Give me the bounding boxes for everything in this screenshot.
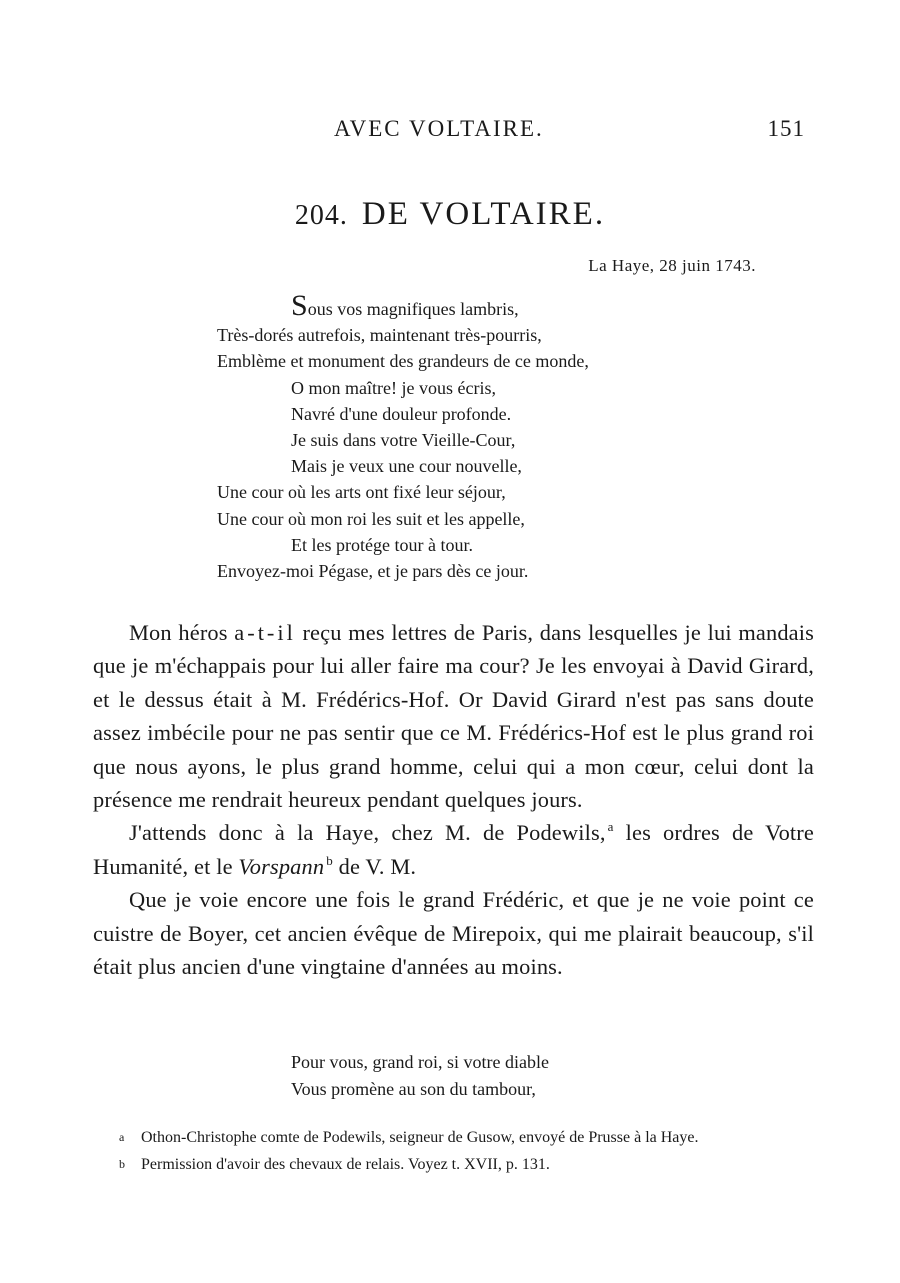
letter-body [93, 616, 814, 983]
dateline: La Haye, 28 juin 1743. [588, 256, 756, 275]
footnote [119, 1124, 819, 1151]
poem-line: Très-dorés autrefois, maintenant très-pourris, [217, 325, 542, 346]
poem-line: O mon maître! je vous écris, [291, 377, 496, 398]
drop-cap: S [291, 289, 308, 322]
footnote-text: Othon-Christophe comte de Podewils, seigneur de Gusow, envoyé de Prusse à la Haye. [141, 1129, 699, 1146]
running-title: AVEC VOLTAIRE. [334, 116, 544, 141]
poem-line: Envoyez-moi Pégase, et je pars dès ce jour. [217, 561, 529, 582]
poem-line: Emblème et monument des grandeurs de ce monde, [217, 351, 589, 372]
poem-line: Et les protége tour à tour. [291, 534, 473, 555]
running-head [0, 116, 900, 150]
poem-line: Je suis dans votre Vieille-Cour, [291, 430, 516, 451]
letter-heading [0, 196, 900, 233]
poem-line: Mais je veux une cour nouvelle, [291, 456, 522, 477]
opening-poem [217, 289, 737, 584]
footnote-mark: a [119, 1130, 125, 1144]
footnote-text: Permission d'avoir des chevaux de relais. Voyez t. XVII, p. 131. [141, 1156, 550, 1173]
letter-number: 204. [294, 200, 348, 231]
body-paragraph: Que je voie encore une fois le grand Frédéric, et que je ne voie point ce cuistre de Boyer, cet ancien évêque de Mirepoix, qui me plairait beaucoup, s'il était plus ancien d'une vingtaine d'années au moins. [93, 887, 814, 980]
poem-line: Pour vous, grand roi, si votre diable [291, 1052, 549, 1072]
letter-title: DE VOLTAIRE. [361, 196, 606, 232]
footnote-ref: a [607, 819, 614, 835]
closing-verse [291, 1049, 549, 1102]
footnote-mark: b [119, 1157, 125, 1171]
body-paragraph: Mon héros a-t-il reçu mes lettres de Paris, dans lesquelles je lui mandais que je m'échappais pour lui aller faire ma cour? Je les envoyai à David Girard, et le dessus était à M. Frédérics-Hof. Or David Girard n'est pas sans doute assez imbécile pour ne pas sentir que ce M. Frédérics-Hof est le plus grand roi que nous ayons, le plus grand homme, celui qui a mon cœur, celui dont la présence me rendrait heureux pendant quelques jours. [93, 620, 814, 813]
poem-line: Navré d'une douleur profonde. [291, 403, 512, 424]
poem-line: Une cour où les arts ont fixé leur séjour, [217, 482, 506, 503]
body-paragraph: J'attends donc à la Haye, chez M. de Podewils, $^a$ les ordres de Votre Humanité, et le Vorspann $^b$ de V. M. [93, 819, 814, 879]
footnote [119, 1151, 819, 1178]
italic-term: Vorspann [238, 853, 325, 879]
poem-line: Une cour où mon roi les suit et les appelle, [217, 508, 525, 529]
footnote-ref: b [326, 852, 333, 868]
footnotes [119, 1124, 819, 1178]
page-number: 151 [767, 116, 805, 141]
poem-line: Sous vos magnifiques lambris, [291, 289, 519, 322]
poem-line: Vous promène au son du tambour, [291, 1078, 536, 1099]
